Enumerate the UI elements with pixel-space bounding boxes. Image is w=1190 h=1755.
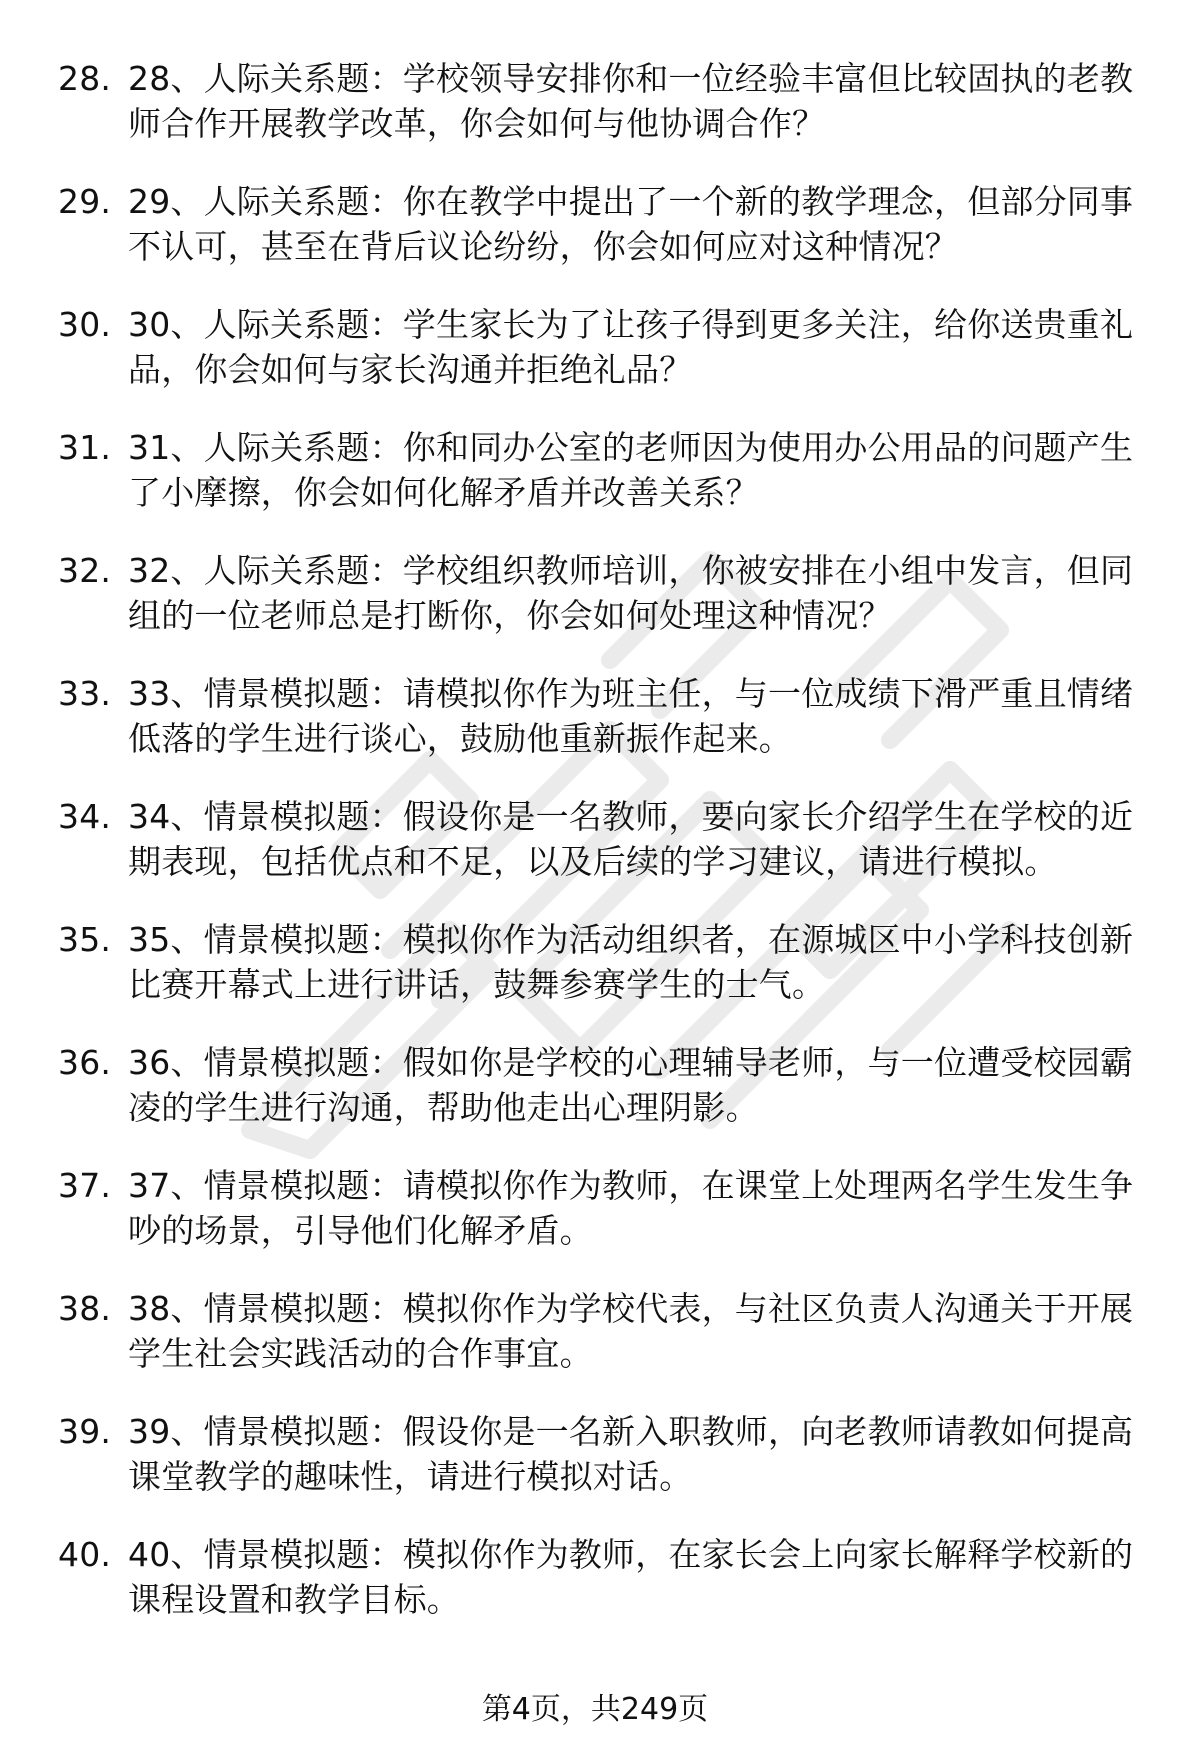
question-number: 35. bbox=[58, 920, 112, 959]
question-list bbox=[58, 56, 1158, 1655]
question-text: 31、人际关系题：你和同办公室的老师因为使用办公用品的问题产生了小摩擦，你会如何化解矛盾并改善关系？ bbox=[128, 428, 1134, 512]
question-item bbox=[58, 179, 1158, 269]
question-number: 38. bbox=[58, 1289, 112, 1328]
question-number: 40. bbox=[58, 1535, 112, 1574]
question-item bbox=[58, 794, 1158, 884]
question-item bbox=[58, 671, 1158, 761]
question-text: 38、情景模拟题：模拟你作为学校代表，与社区负责人沟通关于开展学生社会实践活动的合作事宜。 bbox=[128, 1289, 1134, 1373]
question-text: 36、情景模拟题：假如你是学校的心理辅导老师，与一位遭受校园霸凌的学生进行沟通，帮助他走出心理阴影。 bbox=[128, 1043, 1134, 1127]
question-number: 30. bbox=[58, 305, 112, 344]
question-number: 32. bbox=[58, 551, 112, 590]
question-number: 36. bbox=[58, 1043, 112, 1082]
question-number: 37. bbox=[58, 1166, 112, 1205]
question-item bbox=[58, 302, 1158, 392]
question-number: 39. bbox=[58, 1412, 112, 1451]
question-text: 37、情景模拟题：请模拟你作为教师，在课堂上处理两名学生发生争吵的场景，引导他们化解矛盾。 bbox=[128, 1166, 1134, 1250]
question-text: 28、人际关系题：学校领导安排你和一位经验丰富但比较固执的老教师合作开展教学改革，你会如何与他协调合作？ bbox=[128, 59, 1134, 143]
question-text: 40、情景模拟题：模拟你作为教师，在家长会上向家长解释学校新的课程设置和教学目标。 bbox=[128, 1535, 1134, 1619]
page-footer: 第4页，共249页 bbox=[481, 1692, 709, 1727]
question-item bbox=[58, 1163, 1158, 1253]
question-text: 32、人际关系题：学校组织教师培训，你被安排在小组中发言，但同组的一位老师总是打断你，你会如何处理这种情况？ bbox=[128, 551, 1134, 635]
question-number: 34. bbox=[58, 797, 112, 836]
question-text: 35、情景模拟题：模拟你作为活动组织者，在源城区中小学科技创新比赛开幕式上进行讲话，鼓舞参赛学生的士气。 bbox=[128, 920, 1134, 1004]
question-item bbox=[58, 1532, 1158, 1622]
question-text: 39、情景模拟题：假设你是一名新入职教师，向老教师请教如何提高课堂教学的趣味性，请进行模拟对话。 bbox=[128, 1412, 1134, 1496]
question-item bbox=[58, 548, 1158, 638]
question-number: 33. bbox=[58, 674, 112, 713]
question-text: 29、人际关系题：你在教学中提出了一个新的教学理念，但部分同事不认可，甚至在背后议论纷纷，你会如何应对这种情况？ bbox=[128, 182, 1134, 266]
question-text: 33、情景模拟题：请模拟你作为班主任，与一位成绩下滑严重且情绪低落的学生进行谈心，鼓励他重新振作起来。 bbox=[128, 674, 1134, 758]
question-text: 30、人际关系题：学生家长为了让孩子得到更多关注，给你送贵重礼品，你会如何与家长沟通并拒绝礼品？ bbox=[128, 305, 1134, 389]
question-text: 34、情景模拟题：假设你是一名教师，要向家长介绍学生在学校的近期表现，包括优点和不足，以及后续的学习建议，请进行模拟。 bbox=[128, 797, 1134, 881]
question-number: 29. bbox=[58, 182, 112, 221]
question-item bbox=[58, 1286, 1158, 1376]
question-number: 31. bbox=[58, 428, 112, 467]
question-item bbox=[58, 1409, 1158, 1499]
question-item bbox=[58, 1040, 1158, 1130]
question-item bbox=[58, 917, 1158, 1007]
question-item bbox=[58, 425, 1158, 515]
question-item bbox=[58, 56, 1158, 146]
question-number: 28. bbox=[58, 59, 112, 98]
